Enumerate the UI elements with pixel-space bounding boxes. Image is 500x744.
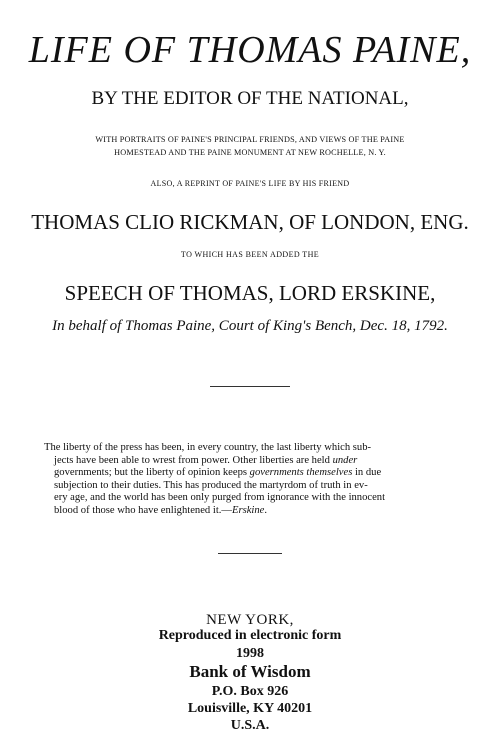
added-line: TO WHICH HAS BEEN ADDED THE	[180, 250, 320, 259]
publisher-name: Bank of Wisdom	[189, 662, 311, 681]
place-line: NEW YORK,	[206, 612, 294, 628]
divider-rule-bottom	[218, 553, 282, 554]
quote-line-2: jects have been able to wrest from power. Other liberties are held under	[54, 454, 358, 466]
epigraph-quote	[44, 442, 458, 518]
publisher-line-4: P.O. Box 926	[211, 684, 289, 699]
rickman-line: THOMAS CLIO RICKMAN, OF LONDON, ENG.	[31, 210, 469, 234]
behalf-line: In behalf of Thomas Paine, Court of King's Bench, Dec. 18, 1792.	[52, 318, 448, 334]
publisher-line-6: U.S.A.	[230, 718, 270, 733]
book-title: LIFE OF THOMAS PAINE,	[28, 29, 472, 71]
speech-line: SPEECH OF THOMAS, LORD ERSKINE,	[64, 281, 436, 305]
divider-rule-top	[210, 386, 290, 387]
publisher-line-2: 1998	[236, 646, 264, 661]
quote-line-6: blood of those who have enlightened it.—Erskine.	[54, 504, 268, 516]
publisher-line-5: Louisville, KY 40201	[187, 701, 313, 716]
quote-line-1: The liberty of the press has been, in every country, the last liberty which sub-	[44, 442, 372, 453]
publisher-line-1: Reproduced in electronic form	[158, 628, 342, 643]
portraits-note	[0, 133, 500, 159]
quote-line-4: subjection to their duties. This has produced the martyrdom of truth in ev-	[54, 479, 368, 491]
editor-line: BY THE EDITOR OF THE NATIONAL,	[91, 88, 409, 109]
reprint-line: ALSO, A REPRINT OF PAINE'S LIFE BY HIS FRIEND	[150, 179, 350, 188]
portraits-line-1: WITH PORTRAITS OF PAINE'S PRINCIPAL FRIENDS, AND VIEWS OF THE PAINE	[95, 135, 405, 144]
portraits-line-2: HOMESTEAD AND THE PAINE MONUMENT AT NEW ROCHELLE, N. Y.	[114, 148, 386, 157]
quote-line-5: ery age, and the world has been only purged from ignorance with the innocent	[54, 492, 386, 504]
quote-line-3: governments; but the liberty of opinion keeps governments themselves in due	[54, 467, 382, 479]
